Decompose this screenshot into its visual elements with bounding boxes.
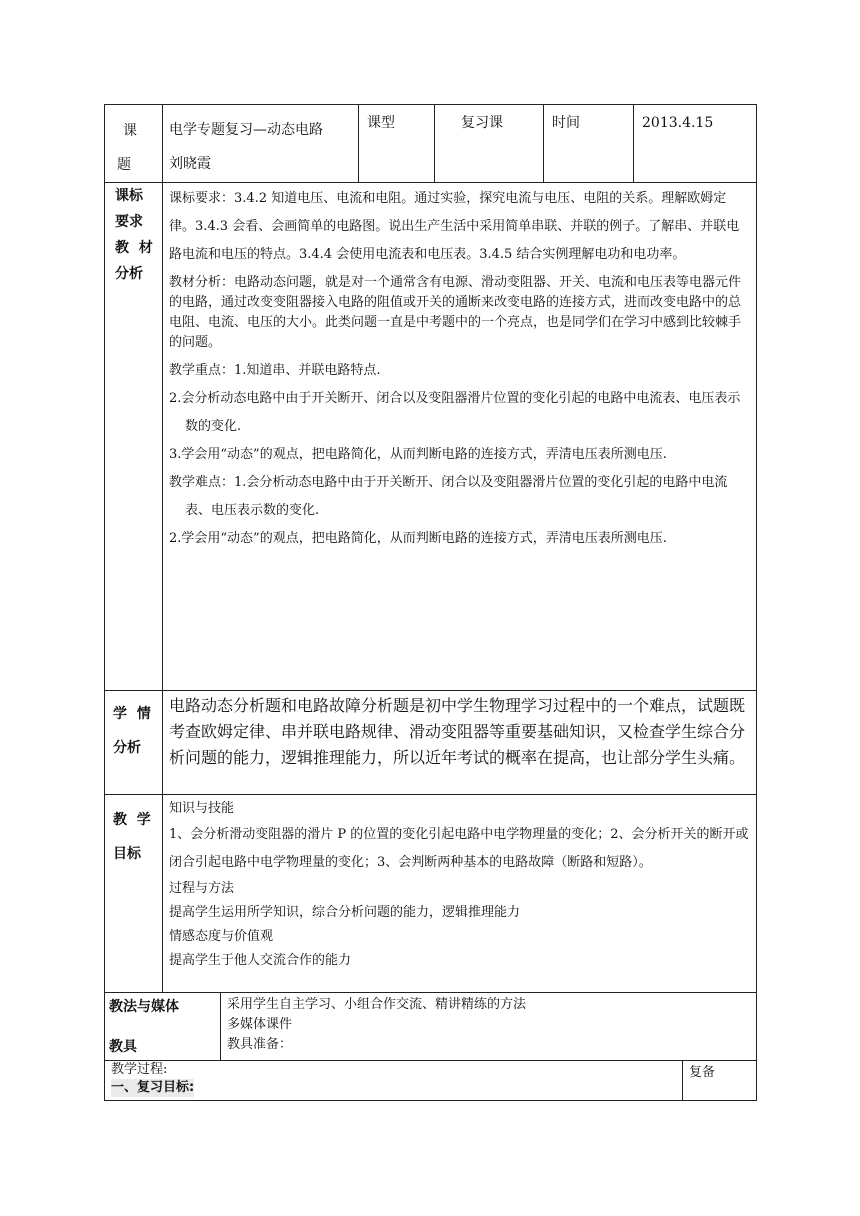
goal-attitude-detail: 提高学生于他人交流合作的能力 xyxy=(169,953,352,968)
topic-title: 电学专题复习—动态电路 xyxy=(169,122,323,138)
standard-requirement: 课标要求：3.4.2 知道电压、电流和电阻。通过实验，探究电流与电压、电阻的关系。理解欧姆定律。3.4.3 会看、会画简单的电路图。说出生产生活中采用简单串联、并联的例子。了解串、并联电路电流和电压的特点。3.4.4 会使用电流表和电压表。3.4.5 结合实例理解电功和电功率。 xyxy=(169,191,740,262)
goal-heading-knowledge: 知识与技能 xyxy=(169,801,235,816)
learner-analysis: 电路动态分析题和电路故障分析题是初中学生物理学习过程中的一个难点，试题既考查欧姆定律、串并联电路规律、滑动变阻器等重要基础知识，又检查学生综合分析问题的能力，逻辑推理能力，所以近年考试的概率在提高，也让部分学生头痛。 xyxy=(169,696,746,767)
goal-heading-process: 过程与方法 xyxy=(169,881,235,896)
topic-cell xyxy=(163,105,359,183)
course-label: 课 xyxy=(123,123,137,139)
goals-label-cell xyxy=(105,795,163,993)
side-notes-label: 复备 xyxy=(689,1065,716,1080)
goal-knowledge-detail: 1、会分析滑动变阻器的滑片 P 的位置的变化引起电路中电学物理量的变化；2、会分析开关的断开或闭合引起电路中电学物理量的变化；3、会判断两种基本的电路故障（断路和短路）。 xyxy=(169,827,749,870)
learner-content-cell xyxy=(163,691,757,795)
body-table xyxy=(104,182,757,993)
learner-label-cell xyxy=(105,691,163,795)
difficulty-1: 教学难点：1.会分析动态电路中由于开关断开、闭合以及变阻器滑片位置的变化引起的电路中电流表、电压表示数的变化. xyxy=(169,475,728,518)
standard-label-cell xyxy=(105,183,163,691)
standard-label-4: 分析 xyxy=(115,266,143,282)
header-table xyxy=(104,104,757,183)
time-value: 2013.4.15 xyxy=(642,115,714,131)
method-label-top: 教法与媒体 xyxy=(109,999,179,1015)
standard-label-1: 课标 xyxy=(115,188,143,204)
standard-label-2: 要求 xyxy=(115,214,143,230)
review-goals-heading: 一、复习目标: xyxy=(111,1080,195,1095)
type-value: 复习课 xyxy=(461,115,503,131)
side-notes-cell xyxy=(683,1061,757,1101)
process-cell xyxy=(105,1061,683,1101)
type-label-cell xyxy=(359,105,435,183)
key-point-3: 3.学会用“动态”的观点，把电路简化，从而判断电路的连接方式，弄清电压表所测电压. xyxy=(169,447,667,462)
process-label: 教学过程: xyxy=(111,1062,168,1077)
method-table xyxy=(104,992,757,1061)
learner-label-2: 分析 xyxy=(113,740,141,756)
learner-label-1: 学 情 xyxy=(113,706,151,722)
lesson-plan-sheet xyxy=(104,104,756,1101)
method-line-1: 采用学生自主学习、小组合作交流、精讲精练的方法 xyxy=(227,997,527,1012)
type-label: 课型 xyxy=(367,115,395,131)
key-point-2: 2.会分析动态电路中由于开关断开、闭合以及变阻器滑片位置的变化引起的电路中电流表、电压表示数的变化. xyxy=(169,391,741,434)
process-table xyxy=(104,1060,757,1101)
key-point-1: 教学重点：1.知道串、并联电路特点. xyxy=(169,363,381,378)
course-label-2: 题 xyxy=(117,157,131,173)
standard-label-3: 教 材 xyxy=(115,240,153,256)
type-value-cell xyxy=(435,105,544,183)
method-label-cell xyxy=(105,993,221,1061)
course-label-cell xyxy=(105,105,163,183)
goals-label-1: 教 学 xyxy=(113,812,151,828)
method-line-2: 多媒体课件 xyxy=(227,1017,293,1032)
goal-process-detail: 提高学生运用所学知识，综合分析问题的能力，逻辑推理能力 xyxy=(169,905,521,920)
goal-heading-attitude: 情感态度与价值观 xyxy=(169,929,274,944)
time-value-cell xyxy=(634,105,757,183)
time-label: 时间 xyxy=(552,115,580,131)
goals-content-cell xyxy=(163,795,757,993)
method-line-3: 教具准备： xyxy=(227,1037,293,1052)
standard-content-cell xyxy=(163,183,757,691)
goals-label-2: 目标 xyxy=(113,846,141,862)
method-content-cell xyxy=(221,993,757,1061)
difficulty-2: 2.学会用“动态”的观点，把电路简化，从而判断电路的连接方式，弄清电压表所测电压. xyxy=(169,531,667,546)
material-analysis: 教材分析：电路动态问题，就是对一个通常含有电源、滑动变阻器、开关、电流和电压表等电器元件的电路，通过改变变阻器接入电路的阻值或开关的通断来改变电路的连接方式，进而改变电路中的总电阻、电流、电压的大小。此类问题一直是中考题中的一个亮点，也是同学们在学习中感到比较棘手的问题。 xyxy=(169,275,742,350)
method-label-bottom: 教具 xyxy=(109,1039,137,1055)
time-label-cell xyxy=(544,105,634,183)
teacher-name: 刘晓霞 xyxy=(169,156,211,172)
